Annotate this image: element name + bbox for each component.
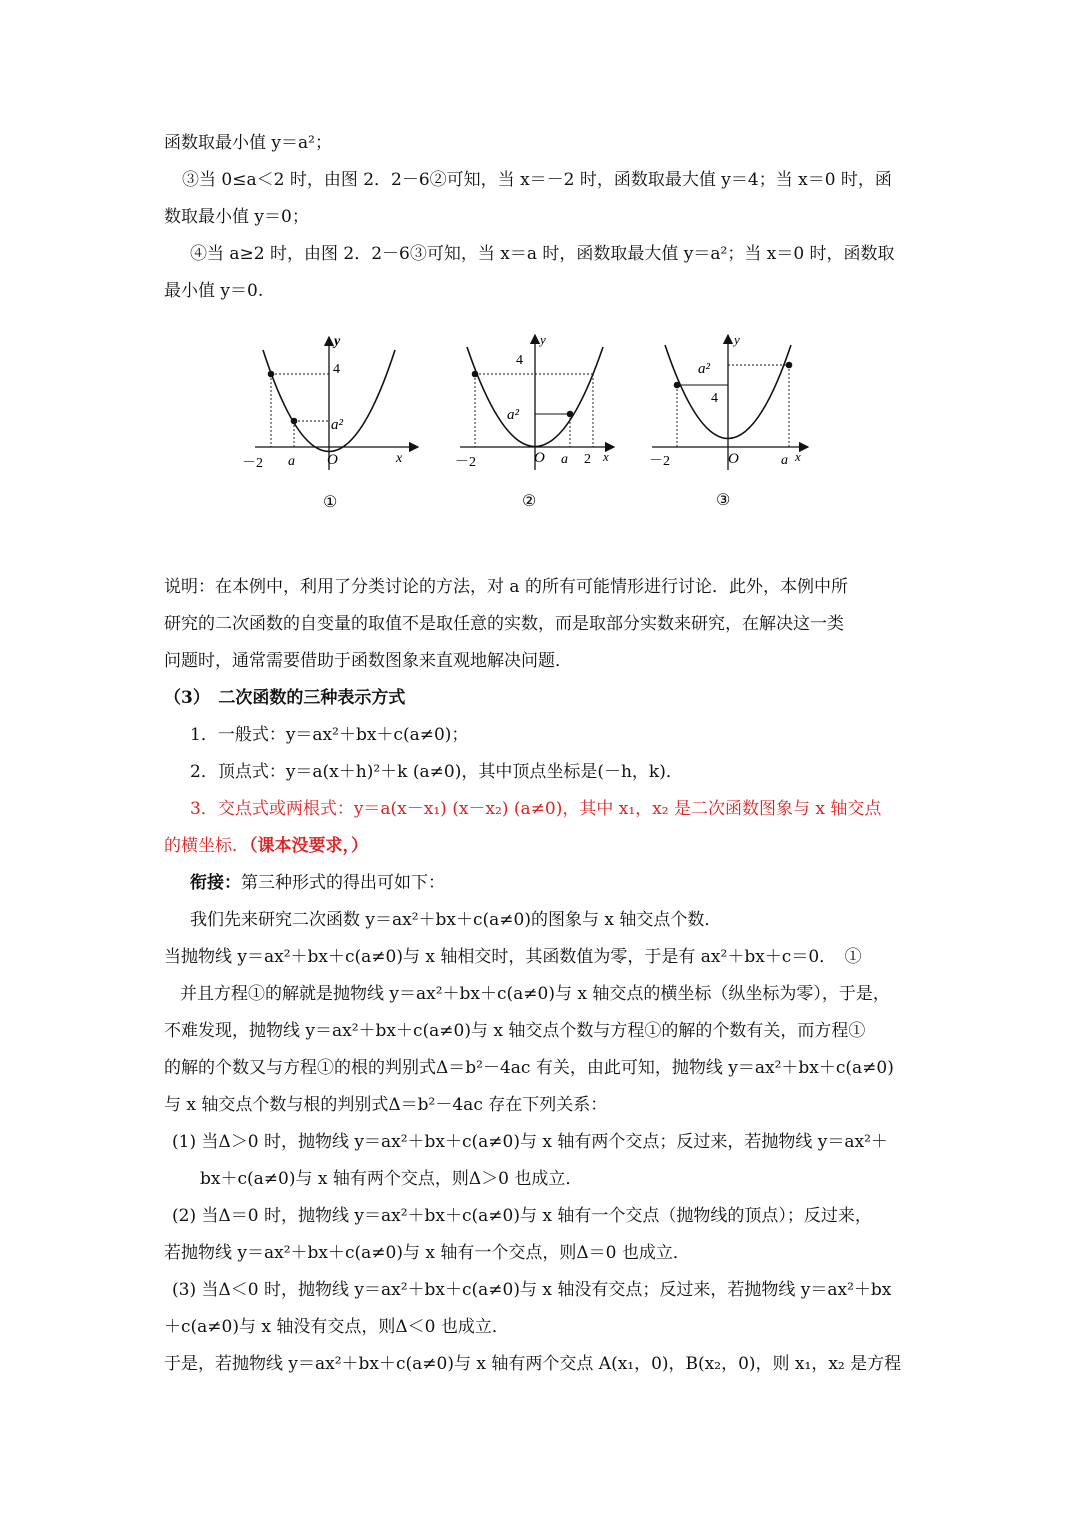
tick-label: a² <box>698 361 710 377</box>
y-axis-label: y <box>734 332 740 347</box>
tick-label: －2 <box>455 455 476 470</box>
figure-caption: ③ <box>716 492 731 509</box>
tick-label: －2 <box>242 456 263 471</box>
text-line: 若抛物线 y＝ax²＋bx＋c(a≠0)与 x 轴有一个交点，则Δ＝0 也成立． <box>164 1243 690 1263</box>
tick-label: a² <box>331 417 343 433</box>
label-bold: 衔接： <box>190 873 241 893</box>
tick-label: a <box>561 452 568 467</box>
x-axis-label: x <box>795 449 801 464</box>
text-line: bx＋c(a≠0)与 x 轴有两个交点，则Δ＞0 也成立． <box>200 1169 583 1189</box>
text-line: 与 x 轴交点个数与根的判别式Δ＝b²－4ac 存在下列关系： <box>164 1095 608 1115</box>
text-line: 数取最小值 y＝0； <box>164 207 309 227</box>
text-line: 函数取最小值 y＝a²； <box>164 133 332 153</box>
text-line: 说明：在本例中，利用了分类讨论的方法，对 a 的所有可能情形进行讨论．此外，本例中所 <box>164 577 848 597</box>
text-line: 1．一般式：y＝ax²＋bx＋c(a≠0)； <box>190 725 469 745</box>
figure-caption: ① <box>323 494 338 511</box>
text-line: (3) 当Δ＜0 时，抛物线 y＝ax²＋bx＋c(a≠0)与 x 轴没有交点；反过来，若抛物线 y＝ax²＋bx <box>172 1280 892 1300</box>
text-span: 第三种形式的得出可如下： <box>241 873 445 893</box>
text-line: (2) 当Δ＝0 时，抛物线 y＝ax²＋bx＋c(a≠0)与 x 轴有一个交点（抛物线的顶点）；反过来， <box>172 1206 872 1226</box>
text-line: 2．顶点式：y＝a(x＋h)²＋k (a≠0)，其中顶点坐标是(－h，k)． <box>190 762 683 782</box>
y-axis-label: y <box>540 332 546 347</box>
figure-3 <box>649 332 808 509</box>
y-axis-label: y <box>334 334 341 349</box>
text-line: 的解的个数又与方程①的根的判别式Δ＝b²－4ac 有关，由此可知，抛物线 y＝ax²＋bx＋c(a≠0) <box>164 1058 894 1078</box>
text-line: 问题时，通常需要借助于函数图象来直观地解决问题． <box>164 651 572 671</box>
figure-2 <box>455 332 614 510</box>
text-line-highlight <box>164 834 368 858</box>
text-line: 并且方程①的解就是抛物线 y＝ax²＋bx＋c(a≠0)与 x 轴交点的横坐标（纵坐标为零），于是， <box>180 984 890 1004</box>
x-axis-label: x <box>603 449 609 464</box>
text-line: 于是，若抛物线 y＝ax²＋bx＋c(a≠0)与 x 轴有两个交点 A(x₁，0)，B(x₂，0)，则 x₁，x₂ 是方程 <box>164 1354 902 1374</box>
origin-label: O <box>327 452 338 468</box>
tick-label: 4 <box>711 391 718 406</box>
text-line: ④当 a≥2 时，由图 2．2－6③可知，当 x＝a 时，函数取最大值 y＝a²；当 x＝0 时，函数取 <box>190 244 895 264</box>
text-line: 当抛物线 y＝ax²＋bx＋c(a≠0)与 x 轴相交时，其函数值为零，于是有 ax²＋bx＋c＝0． ① <box>164 947 862 967</box>
text-line: (1) 当Δ＞0 时，抛物线 y＝ax²＋bx＋c(a≠0)与 x 轴有两个交点；反过来，若抛物线 y＝ax²＋ <box>172 1132 888 1152</box>
figure-1 <box>242 334 418 511</box>
text-line <box>190 871 445 895</box>
tick-label: a <box>288 454 295 469</box>
figure-caption: ② <box>522 493 537 510</box>
tick-label: 4 <box>516 353 523 368</box>
x-axis-label: x <box>396 451 403 466</box>
text-span: 的横坐标． <box>164 836 249 856</box>
figure-graphs <box>0 0 1080 540</box>
text-line: 研究的二次函数的自变量的取值不是取任意的实数，而是取部分实数来研究，在解决这一类 <box>164 614 844 634</box>
tick-label: 4 <box>333 362 340 377</box>
tick-label: a² <box>507 407 519 423</box>
note-bold: （课本没要求，） <box>249 836 368 856</box>
text-line: ③当 0≤a＜2 时，由图 2．2－6②可知，当 x＝－2 时，函数取最大值 y＝4；当 x＝0 时，函 <box>182 170 892 190</box>
text-line: 最小值 y＝0. <box>164 281 264 301</box>
text-line: ＋c(a≠0)与 x 轴没有交点，则Δ＜0 也成立． <box>164 1317 509 1337</box>
tick-label: 2 <box>584 452 591 467</box>
text-line-highlight: 3．交点式或两根式：y＝a(x－x₁) (x－x₂) (a≠0)，其中 x₁，x₂ 是二次函数图象与 x 轴交点 <box>190 799 882 819</box>
origin-label: O <box>534 450 545 466</box>
origin-label: O <box>728 451 739 467</box>
text-line: 不难发现，抛物线 y＝ax²＋bx＋c(a≠0)与 x 轴交点个数与方程①的解的个数有关，而方程① <box>164 1021 866 1041</box>
section-heading: （3） 二次函数的三种表示方式 <box>164 688 406 708</box>
tick-label: a <box>781 453 788 468</box>
tick-label: －2 <box>649 454 670 469</box>
text-line: 我们先来研究二次函数 y＝ax²＋bx＋c(a≠0)的图象与 x 轴交点个数． <box>190 910 722 930</box>
